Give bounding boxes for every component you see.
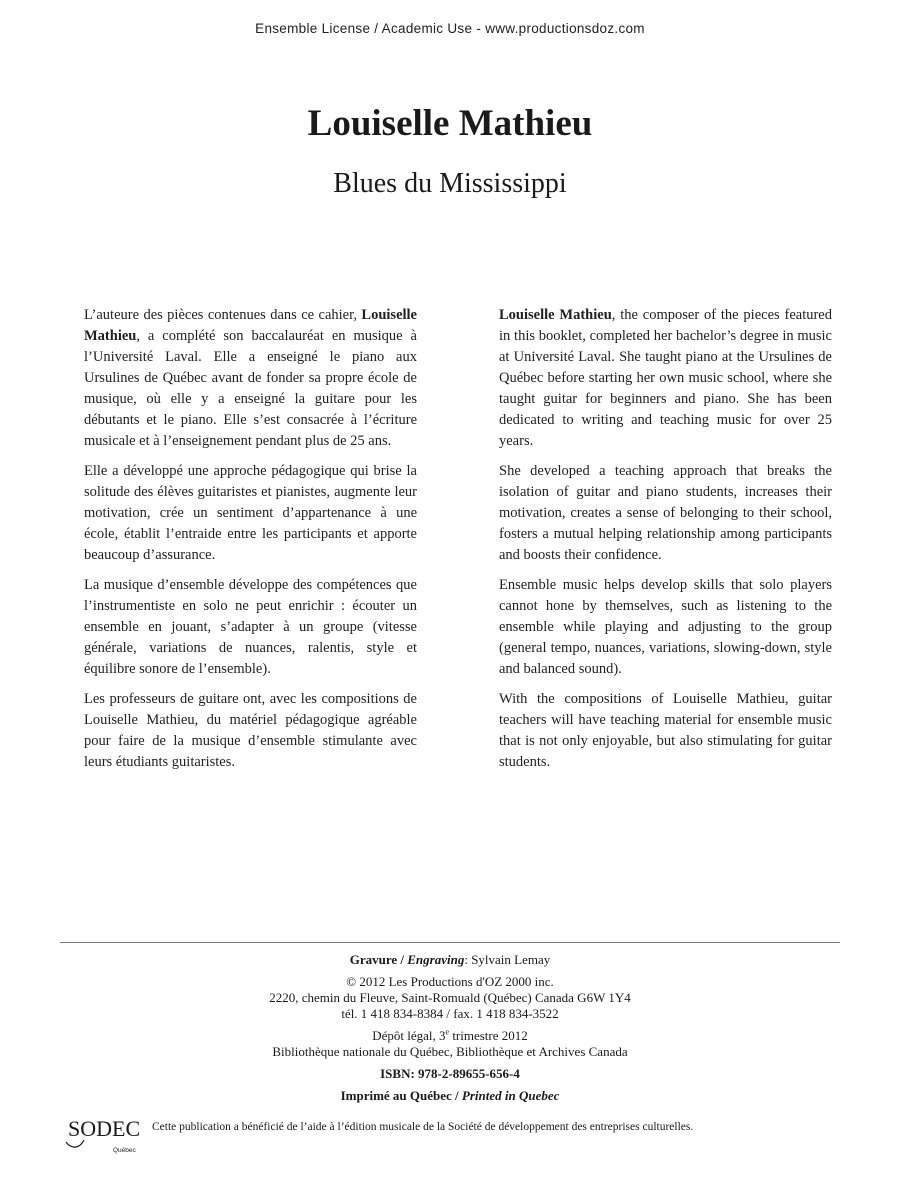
isbn: ISBN: 978-2-89655-656-4 (380, 1066, 520, 1081)
english-biography (499, 305, 832, 782)
french-biography (84, 305, 417, 782)
copyright: © 2012 Les Productions d'OZ 2000 inc. (346, 974, 554, 989)
address: 2220, chemin du Fleuve, Saint-Romuald (Québec) Canada G6W 1Y4 (269, 990, 631, 1005)
phone-fax: tél. 1 418 834-8384 / fax. 1 418 834-3522 (341, 1006, 559, 1021)
french-paragraph-2: Elle a développé une approche pédagogique qui brise la solitude des élèves guitaristes et pianistes, augmente leur motivation, crée un sentiment d’appartenance à une école, établit l’entraide entre les participants et apporte beaucoup d’assurance. (84, 463, 417, 563)
license-header: Ensemble License / Academic Use - www.productionsdoz.com (255, 21, 645, 36)
sodec-funding-note: Cette publication a bénéficié de l’aide à l’édition musicale de la Société de développement des entreprises culturelles. (152, 1121, 694, 1133)
composer-title: Louiselle Mathieu (307, 103, 593, 144)
composer-name-bold: Louiselle Mathieu (84, 307, 417, 344)
divider (60, 942, 840, 943)
piece-title: Blues du Mississippi (333, 168, 567, 199)
publisher-block (0, 974, 900, 1022)
french-paragraph-1: L’auteure des pièces contenues dans ce cahier, Louiselle Mathieu, a complété son baccalauréat en musique à l’Université Laval. Elle a enseigné le piano aux Ursulines de Québec avant de fonder sa propre école de musique, où elle y a enseigné la guitare pour les débutants et le piano. Elle s’est consacrée à l’écriture musicale et à l’enseignement pendant plus de 25 ans. (84, 307, 417, 449)
engraving-credit: Gravure / Engraving: Sylvain Lemay (349, 952, 551, 967)
composer-name-bold: Louiselle Mathieu (499, 307, 612, 323)
publication-credits (0, 952, 900, 1110)
english-paragraph-3: Ensemble music helps develop skills that solo players cannot hone by themselves, such as listening to the ensemble while playing and adjusting to the group (general tempo, nuances, variations, slowing-down, style and balanced sound). (499, 577, 832, 677)
english-paragraph-1: Louiselle Mathieu, the composer of the pieces featured in this booklet, completed her bachelor’s degree in music at Université Laval. She taught piano at the Ursulines de Québec before starting her own music school, where she taught guitar for beginners and piano. She has been dedicated to writing and teaching music for over 25 years. (499, 307, 832, 449)
printed-in: Imprimé au Québec / Printed in Quebec (340, 1088, 560, 1103)
french-paragraph-3: La musique d’ensemble développe des compétences que l’instrumentiste en solo ne peut enrichir : écouter un ensemble en jouant, s’adapter à un groupe (vitesse générale, variations de nuances, ralentis, style et équilibre sonore de l’ensemble). (84, 577, 417, 677)
sodec-logo-text: SODEC (68, 1116, 141, 1141)
libraries: Bibliothèque nationale du Québec, Bibliothèque et Archives Canada (272, 1044, 628, 1059)
sodec-logo-sub: Québec (113, 1147, 136, 1154)
english-paragraph-4: With the compositions of Louiselle Mathieu, guitar teachers will have teaching material for ensemble music that is not only enjoyable, but also stimulating for guitar students. (499, 691, 832, 770)
legal-deposit: Dépôt légal, 3e trimestre 2012 Bibliothèque nationale du Québec, Bibliothèque et Archives Canada (0, 1028, 900, 1060)
english-paragraph-2: She developed a teaching approach that breaks the isolation of guitar and piano students, increases their motivation, creates a sense of belonging to their school, fosters a mutual helping relationship among participants and boosts their confidence. (499, 463, 832, 563)
french-paragraph-4: Les professeurs de guitare ont, avec les compositions de Louiselle Mathieu, du matériel pédagogique agréable pour faire de la musique d’ensemble stimulante avec leurs étudiants guitaristes. (84, 691, 417, 770)
